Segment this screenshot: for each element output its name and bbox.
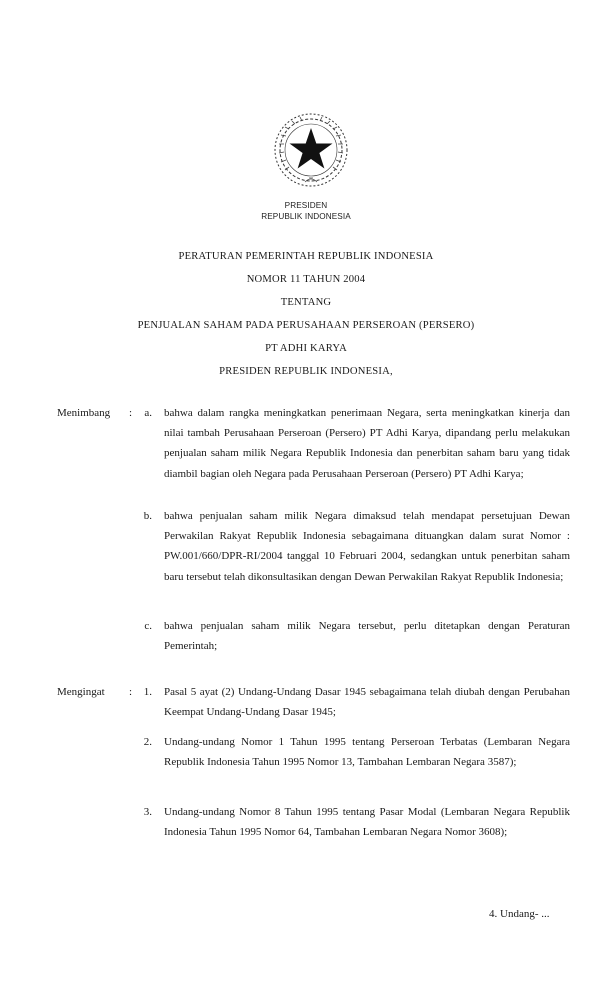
mengingat-item-text: Undang-undang Nomor 8 Tahun 1995 tentang Pasar Modal (Lembaran Negara Republik Indonesia Tahun 1995 Nomor 64, Tambahan Lembaran Negara Nomor 3608);: [164, 806, 570, 839]
menimbang-item-text: bahwa dalam rangka meningkatkan penerimaan Negara, serta meningkatkan kinerja dan nilai tambah Perusahaan Perseroan (Persero) PT Adhi Karya, dipandang perlu melakukan penjualan saham milik Negara Republik Indonesia dan penerbitan saham baru yang tidak diambil bagian oleh Negara pada Perusahaan Perseroan (Persero) PT Adhi Karya;: [164, 407, 570, 480]
regulation-about: TENTANG: [280, 297, 332, 308]
regulation-company: PT ADHI KARYA: [265, 343, 347, 354]
menimbang-item-marker: c.: [144, 620, 152, 632]
header-president: PRESIDEN: [284, 201, 328, 210]
menimbang-item-marker: b.: [143, 510, 152, 522]
regulation-title: PERATURAN PEMERINTAH REPUBLIK INDONESIA: [178, 251, 434, 262]
mengingat-colon: :: [129, 686, 133, 698]
regulation-issuer: PRESIDEN REPUBLIK INDONESIA,: [219, 366, 393, 377]
regulation-subject: PENJUALAN SAHAM PADA PERUSAHAAN PERSEROAN (PERSERO): [137, 320, 475, 331]
menimbang-item-text: bahwa penjualan saham milik Negara dimaksud telah mendapat persetujuan Dewan Perwakilan Rakyat Republik Indonesia sebagaimana dituangkan dalam surat Nomor : PW.001/660/DPR-RI/2004 tanggal 10 Februari 2004, sedangkan untuk penerbitan saham baru tersebut telah dikonsultasikan dengan Dewan Perwakilan Rakyat Republik Indonesia;: [164, 510, 570, 583]
mengingat-item-marker: 2.: [143, 736, 152, 748]
page-continuation: 4. Undang- ...: [489, 908, 550, 920]
mengingat-item-text: Undang-undang Nomor 1 Tahun 1995 tentang Perseroan Terbatas (Lembaran Negara Republik Indonesia Tahun 1995 Nomor 13, Tambahan Lembaran Negara 3587);: [164, 736, 570, 769]
regulation-number: NOMOR 11 TAHUN 2004: [246, 274, 366, 285]
mengingat-item-marker: 1.: [143, 686, 152, 698]
menimbang-colon: :: [129, 407, 133, 419]
menimbang-item-marker: a.: [144, 407, 152, 419]
mengingat-item-text: Pasal 5 ayat (2) Undang-Undang Dasar 1945 sebagaimana telah diubah dengan Perubahan Keempat Undang-Undang Dasar 1945;: [164, 686, 570, 719]
menimbang-label: Menimbang: [57, 407, 111, 419]
header-republic: REPUBLIK INDONESIA: [261, 212, 351, 221]
menimbang-item-text: bahwa penjualan saham milik Negara tersebut, perlu ditetapkan dengan Peraturan Pemerintah;: [164, 620, 570, 653]
mengingat-label: Mengingat: [57, 686, 105, 698]
state-emblem-icon: [271, 110, 351, 190]
mengingat-item-marker: 3.: [143, 806, 152, 818]
